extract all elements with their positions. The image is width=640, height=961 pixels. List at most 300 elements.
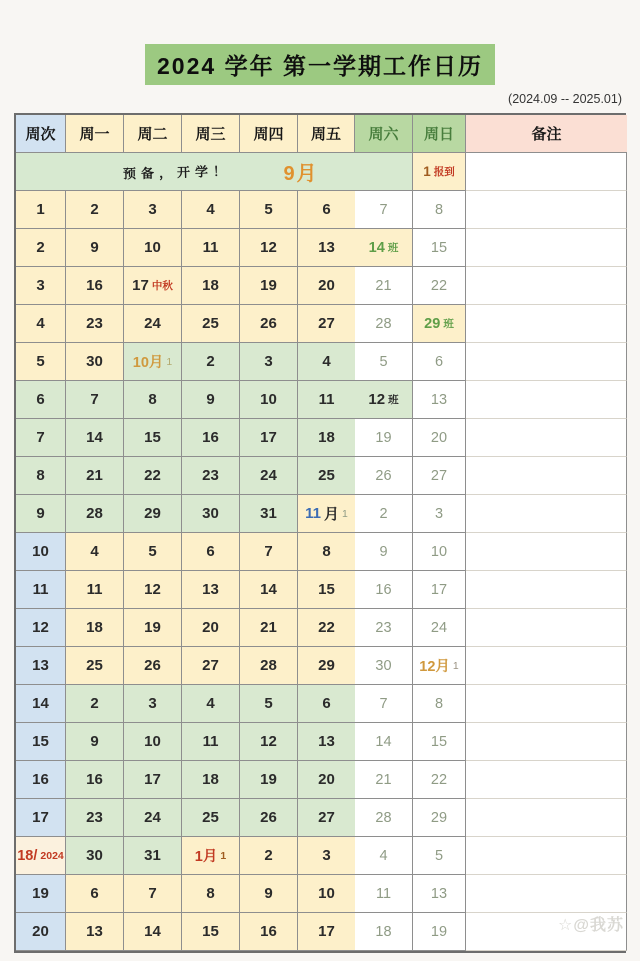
day-cell bbox=[66, 457, 124, 495]
header-monday: 周一 bbox=[66, 115, 124, 153]
day-cell-text: 14 bbox=[368, 239, 385, 256]
day-cell-text: 24 bbox=[260, 467, 277, 484]
day-cell-text: 班 bbox=[388, 394, 399, 406]
remark-cell bbox=[466, 799, 627, 837]
remark-cell bbox=[466, 647, 627, 685]
day-cell bbox=[66, 571, 124, 609]
week-number-cell-text: 20 bbox=[32, 923, 49, 940]
week-number-cell bbox=[16, 685, 66, 723]
day-cell-text: 21 bbox=[375, 771, 392, 788]
remark-cell bbox=[466, 495, 627, 533]
day-cell-text: 28 bbox=[375, 809, 392, 826]
day-cell-text: 1月 bbox=[194, 849, 218, 865]
remark-cell bbox=[466, 381, 627, 419]
remark-cell bbox=[466, 761, 627, 799]
day-cell bbox=[66, 647, 124, 685]
date-range: (2024.09 -- 2025.01) bbox=[508, 92, 622, 106]
day-cell bbox=[298, 305, 355, 343]
day-cell-text: 4 bbox=[379, 847, 388, 864]
day-cell bbox=[355, 495, 413, 533]
day-cell-text: 6 bbox=[434, 353, 444, 370]
day-cell bbox=[413, 685, 466, 723]
day-cell-text: 12 bbox=[368, 391, 386, 408]
day-cell-text: 10 bbox=[144, 239, 161, 256]
day-cell-text: 27 bbox=[318, 809, 335, 826]
week-number-cell bbox=[16, 495, 66, 533]
day-cell bbox=[413, 191, 466, 229]
day-cell bbox=[182, 913, 240, 951]
week-number-cell-text: 6 bbox=[36, 391, 45, 408]
day-cell bbox=[413, 457, 466, 495]
day-cell bbox=[66, 913, 124, 951]
day-cell-text: 9 bbox=[90, 239, 99, 256]
week-number-cell-text: 10 bbox=[32, 543, 49, 560]
day-cell-text: 28 bbox=[260, 657, 277, 674]
day-cell bbox=[182, 685, 240, 723]
remark-cell bbox=[466, 723, 627, 761]
day-cell-text: 3 bbox=[264, 353, 273, 370]
day-cell-text: 3 bbox=[148, 201, 157, 218]
day-cell bbox=[182, 723, 240, 761]
day-cell bbox=[124, 647, 182, 685]
week-number-cell bbox=[16, 799, 66, 837]
september-banner bbox=[16, 153, 413, 191]
day-cell-text: 12月 bbox=[419, 659, 450, 675]
day-cell bbox=[124, 913, 182, 951]
header-thursday: 周四 bbox=[240, 115, 298, 153]
day-cell bbox=[124, 343, 182, 381]
day-cell-text: 31 bbox=[260, 505, 277, 522]
day-cell-text: 12 bbox=[144, 581, 161, 598]
week-number-cell bbox=[16, 533, 66, 571]
day-cell-text: 16 bbox=[375, 581, 392, 598]
day-cell bbox=[124, 533, 182, 571]
remark-cell bbox=[466, 571, 627, 609]
day-cell bbox=[355, 419, 413, 457]
day-cell-text: 8 bbox=[322, 543, 331, 560]
day-cell-text: 25 bbox=[202, 809, 219, 826]
day-cell-text: 15 bbox=[430, 733, 448, 750]
day-cell-text: 21 bbox=[86, 467, 103, 484]
day-cell-text: 16 bbox=[86, 277, 103, 294]
day-cell-text: 15 bbox=[144, 429, 161, 446]
day-cell-text: 13 bbox=[430, 391, 448, 408]
day-cell-text: 29 bbox=[430, 809, 448, 826]
day-cell bbox=[240, 343, 298, 381]
day-cell-text: 15 bbox=[430, 239, 448, 256]
week-number-cell-text: 5 bbox=[36, 353, 45, 370]
day-cell bbox=[355, 533, 413, 571]
day-cell-text: 13 bbox=[86, 923, 103, 940]
day-cell-text: 29 bbox=[318, 657, 335, 674]
day-cell-text: 7 bbox=[90, 391, 99, 408]
day-cell bbox=[240, 685, 298, 723]
day-cell-text: 19 bbox=[144, 619, 161, 636]
week-number-cell-text: 2024 bbox=[40, 849, 64, 862]
day-cell bbox=[240, 837, 298, 875]
week-number-cell-text: 4 bbox=[36, 315, 45, 332]
day-cell bbox=[182, 837, 240, 875]
day-cell bbox=[182, 343, 240, 381]
day-cell bbox=[298, 609, 355, 647]
day-cell bbox=[66, 343, 124, 381]
day-cell-text: 19 bbox=[260, 277, 277, 294]
day-cell bbox=[66, 799, 124, 837]
day-cell bbox=[413, 913, 466, 951]
day-cell bbox=[240, 533, 298, 571]
day-cell bbox=[124, 495, 182, 533]
day-cell-september-1 bbox=[413, 153, 466, 191]
day-cell-text: 3 bbox=[434, 505, 444, 522]
remark-cell bbox=[466, 837, 627, 875]
day-cell bbox=[124, 229, 182, 267]
day-cell-text: 11 bbox=[305, 505, 321, 522]
remark-cell bbox=[466, 419, 627, 457]
week-number-cell bbox=[16, 761, 66, 799]
remark-cell bbox=[466, 609, 627, 647]
day-cell bbox=[240, 495, 298, 533]
day-cell-text: 2 bbox=[90, 201, 99, 218]
day-cell bbox=[298, 913, 355, 951]
day-cell bbox=[124, 305, 182, 343]
header-week-number: 周次 bbox=[16, 115, 66, 153]
day-cell-text: 17 bbox=[318, 923, 335, 940]
day-cell bbox=[182, 267, 240, 305]
day-cell-text: 中秋 bbox=[151, 280, 173, 292]
day-cell bbox=[355, 837, 413, 875]
day-cell-text: 18 bbox=[86, 619, 103, 636]
day-cell bbox=[298, 457, 355, 495]
day-cell bbox=[355, 381, 413, 419]
day-cell-text: 13 bbox=[202, 581, 219, 598]
day-cell bbox=[413, 723, 466, 761]
week-number-cell bbox=[16, 647, 66, 685]
day-cell-text: 26 bbox=[260, 315, 277, 332]
remark-cell bbox=[466, 229, 627, 267]
watermark: ☆@我苏 bbox=[558, 917, 624, 934]
day-cell bbox=[240, 723, 298, 761]
day-cell-text: 24 bbox=[144, 315, 161, 332]
day-cell-text: 26 bbox=[144, 657, 161, 674]
day-cell-text: 12 bbox=[260, 239, 277, 256]
day-cell bbox=[182, 305, 240, 343]
day-cell bbox=[66, 533, 124, 571]
day-cell bbox=[240, 761, 298, 799]
day-cell bbox=[355, 571, 413, 609]
day-cell-text: 30 bbox=[375, 657, 392, 674]
day-cell-text: 19 bbox=[430, 923, 448, 940]
day-cell-text: 18 bbox=[202, 771, 219, 788]
day-cell-text: 4 bbox=[322, 353, 331, 370]
remark-cell bbox=[466, 267, 627, 305]
week-number-cell bbox=[16, 571, 66, 609]
day-cell-text: 5 bbox=[434, 847, 444, 864]
day-cell bbox=[240, 419, 298, 457]
day-cell bbox=[240, 647, 298, 685]
day-cell-text: 9 bbox=[90, 733, 99, 750]
week-number-cell-text: 15 bbox=[32, 733, 49, 750]
day-cell bbox=[124, 267, 182, 305]
day-cell bbox=[413, 419, 466, 457]
day-cell-text: 11 bbox=[375, 885, 392, 902]
day-cell-text: 8 bbox=[434, 201, 444, 218]
day-cell-text: 19 bbox=[260, 771, 277, 788]
day-cell-text: 4 bbox=[90, 543, 99, 560]
day-cell bbox=[124, 609, 182, 647]
day-cell bbox=[240, 381, 298, 419]
day-cell-text: 8 bbox=[148, 391, 157, 408]
day-cell-text: 16 bbox=[202, 429, 219, 446]
day-cell-text: 22 bbox=[430, 277, 448, 294]
day-cell bbox=[182, 533, 240, 571]
day-cell-text: 21 bbox=[375, 277, 392, 294]
day-cell-text: 5 bbox=[379, 353, 388, 370]
day-cell-text: 24 bbox=[430, 619, 448, 636]
day-cell-text: 8 bbox=[434, 695, 444, 712]
day-cell-text: 22 bbox=[430, 771, 448, 788]
week-number-cell-text: 2 bbox=[36, 239, 45, 256]
day-cell-text: 14 bbox=[375, 733, 392, 750]
week-number-cell bbox=[16, 723, 66, 761]
week-number-cell-text: 13 bbox=[32, 657, 49, 674]
day-cell bbox=[240, 571, 298, 609]
week-number-cell bbox=[16, 191, 66, 229]
remark-cell bbox=[466, 305, 627, 343]
day-cell-text: 25 bbox=[318, 467, 335, 484]
week-number-cell-text: 18/ bbox=[17, 847, 38, 864]
day-cell bbox=[298, 267, 355, 305]
day-cell-text: 5 bbox=[148, 543, 157, 560]
day-cell bbox=[124, 571, 182, 609]
day-cell-text: 2 bbox=[264, 847, 273, 864]
day-cell bbox=[413, 343, 466, 381]
week-number-cell bbox=[16, 229, 66, 267]
day-cell-text: 5 bbox=[264, 201, 273, 218]
day-cell-text: 9 bbox=[264, 885, 273, 902]
week-number-cell bbox=[16, 419, 66, 457]
day-cell-text: 23 bbox=[202, 467, 219, 484]
day-cell-text: 17 bbox=[144, 771, 161, 788]
day-cell bbox=[355, 723, 413, 761]
day-cell bbox=[298, 837, 355, 875]
day-cell bbox=[413, 305, 466, 343]
header-sunday: 周日 bbox=[413, 115, 466, 153]
day-cell bbox=[182, 647, 240, 685]
day-cell bbox=[298, 419, 355, 457]
day-cell bbox=[66, 381, 124, 419]
day-cell-text: 20 bbox=[202, 619, 219, 636]
day-cell bbox=[355, 267, 413, 305]
week-number-cell bbox=[16, 305, 66, 343]
day-cell bbox=[413, 837, 466, 875]
day-cell bbox=[66, 761, 124, 799]
day-cell bbox=[355, 229, 413, 267]
day-cell-text: 2 bbox=[90, 695, 99, 712]
day-cell bbox=[413, 647, 466, 685]
week-number-cell bbox=[16, 343, 66, 381]
september-month-label: 9月 bbox=[283, 163, 319, 185]
day-cell bbox=[66, 267, 124, 305]
day-cell-text: 22 bbox=[318, 619, 335, 636]
day-cell bbox=[182, 229, 240, 267]
day-cell-text: 17 bbox=[132, 277, 149, 294]
day-cell bbox=[298, 571, 355, 609]
day-cell-text: 23 bbox=[86, 809, 103, 826]
day-cell bbox=[240, 913, 298, 951]
day-cell-text: 9 bbox=[379, 543, 388, 560]
registration-label: 报到 bbox=[433, 166, 455, 178]
day-cell-text: 30 bbox=[202, 505, 219, 522]
day-cell bbox=[413, 875, 466, 913]
day-number: 1 bbox=[423, 164, 431, 179]
day-cell bbox=[124, 837, 182, 875]
day-cell bbox=[298, 647, 355, 685]
day-cell-text: 16 bbox=[86, 771, 103, 788]
day-cell-text: 13 bbox=[430, 885, 448, 902]
day-cell-text: 27 bbox=[318, 315, 335, 332]
day-cell-text: 7 bbox=[379, 695, 388, 712]
day-cell-text: 11 bbox=[202, 239, 219, 256]
day-cell bbox=[66, 495, 124, 533]
day-cell bbox=[124, 799, 182, 837]
week-number-cell-text: 17 bbox=[32, 809, 49, 826]
week-number-cell-text: 1 bbox=[36, 201, 45, 218]
day-cell-text: 14 bbox=[86, 429, 103, 446]
day-cell-text: 20 bbox=[318, 771, 335, 788]
day-cell-text: 17 bbox=[430, 581, 448, 598]
day-cell bbox=[298, 533, 355, 571]
day-cell-text: 4 bbox=[206, 695, 215, 712]
day-cell-text: 31 bbox=[144, 847, 161, 864]
header-tuesday: 周二 bbox=[124, 115, 182, 153]
day-cell bbox=[413, 761, 466, 799]
day-cell-text: 20 bbox=[430, 429, 448, 446]
remark-cell bbox=[466, 875, 627, 913]
day-cell-text: 30 bbox=[86, 353, 103, 370]
day-cell bbox=[124, 875, 182, 913]
day-cell-text: 28 bbox=[375, 315, 392, 332]
day-cell bbox=[298, 343, 355, 381]
day-cell bbox=[355, 457, 413, 495]
day-cell-text: 14 bbox=[144, 923, 161, 940]
day-cell-text: 29 bbox=[144, 505, 161, 522]
day-cell-text: 班 bbox=[443, 318, 454, 330]
remark-cell bbox=[466, 191, 627, 229]
calendar-table bbox=[14, 113, 626, 953]
week-number-cell bbox=[16, 837, 66, 875]
day-cell-text: 23 bbox=[375, 619, 392, 636]
day-cell bbox=[66, 191, 124, 229]
week-number-cell bbox=[16, 875, 66, 913]
day-cell bbox=[298, 191, 355, 229]
day-cell-text: 21 bbox=[260, 619, 277, 636]
day-cell bbox=[413, 381, 466, 419]
day-cell-text: 月 bbox=[324, 506, 340, 523]
page-title: 2024 学年 第一学期工作日历 bbox=[145, 44, 495, 85]
day-cell bbox=[66, 685, 124, 723]
day-cell bbox=[182, 381, 240, 419]
week-number-cell bbox=[16, 381, 66, 419]
day-cell-text: 11 bbox=[202, 733, 219, 750]
day-cell-text: 11 bbox=[86, 581, 103, 598]
school-opening-note: 预备，开学！ bbox=[123, 163, 232, 182]
day-cell-text: 10 bbox=[144, 733, 161, 750]
day-cell-text: 1 bbox=[220, 849, 227, 862]
day-cell-text: 6 bbox=[322, 695, 331, 712]
day-cell bbox=[66, 229, 124, 267]
day-cell bbox=[240, 875, 298, 913]
week-number-cell bbox=[16, 267, 66, 305]
day-cell bbox=[413, 571, 466, 609]
day-cell bbox=[355, 799, 413, 837]
header-friday: 周五 bbox=[298, 115, 355, 153]
day-cell-text: 27 bbox=[430, 467, 448, 484]
week-number-cell-text: 19 bbox=[32, 885, 49, 902]
day-cell bbox=[355, 913, 413, 951]
week-number-cell-text: 7 bbox=[36, 429, 45, 446]
day-cell-text: 18 bbox=[318, 429, 335, 446]
week-number-cell-text: 9 bbox=[36, 505, 45, 522]
day-cell bbox=[124, 761, 182, 799]
day-cell-text: 15 bbox=[318, 581, 335, 598]
day-cell-text: 3 bbox=[322, 847, 331, 864]
day-cell-text: 13 bbox=[318, 239, 335, 256]
day-cell-text: 7 bbox=[379, 201, 388, 218]
day-cell bbox=[182, 495, 240, 533]
day-cell bbox=[298, 761, 355, 799]
remark-cell bbox=[466, 457, 627, 495]
title-wrap bbox=[0, 0, 640, 85]
day-cell-text: 8 bbox=[206, 885, 215, 902]
day-cell bbox=[66, 609, 124, 647]
day-cell-text: 1 bbox=[342, 507, 348, 520]
day-cell-text: 17 bbox=[260, 429, 277, 446]
day-cell bbox=[124, 381, 182, 419]
day-cell bbox=[124, 723, 182, 761]
day-cell bbox=[240, 799, 298, 837]
day-cell bbox=[182, 191, 240, 229]
week-number-cell-text: 8 bbox=[36, 467, 45, 484]
day-cell bbox=[298, 495, 355, 533]
day-cell-text: 19 bbox=[375, 429, 392, 446]
day-cell bbox=[182, 457, 240, 495]
day-cell-text: 26 bbox=[260, 809, 277, 826]
day-cell bbox=[355, 647, 413, 685]
header-wednesday: 周三 bbox=[182, 115, 240, 153]
day-cell bbox=[413, 799, 466, 837]
day-cell-text: 29 bbox=[424, 315, 441, 332]
week-number-cell-text: 11 bbox=[32, 581, 49, 598]
day-cell-text: 20 bbox=[318, 277, 335, 294]
day-cell-text: 班 bbox=[387, 242, 399, 254]
day-cell-text: 18 bbox=[202, 277, 219, 294]
day-cell bbox=[182, 799, 240, 837]
week-number-cell bbox=[16, 913, 66, 951]
day-cell bbox=[240, 229, 298, 267]
day-cell bbox=[298, 685, 355, 723]
day-cell bbox=[240, 457, 298, 495]
header-remarks: 备注 bbox=[466, 115, 627, 153]
day-cell-text: 30 bbox=[86, 847, 103, 864]
day-cell bbox=[355, 305, 413, 343]
day-cell bbox=[355, 761, 413, 799]
day-cell-text: 11 bbox=[318, 391, 335, 408]
day-cell-text: 24 bbox=[144, 809, 161, 826]
day-cell-text: 3 bbox=[148, 695, 157, 712]
day-cell bbox=[124, 685, 182, 723]
header-saturday: 周六 bbox=[355, 115, 413, 153]
day-cell bbox=[413, 609, 466, 647]
